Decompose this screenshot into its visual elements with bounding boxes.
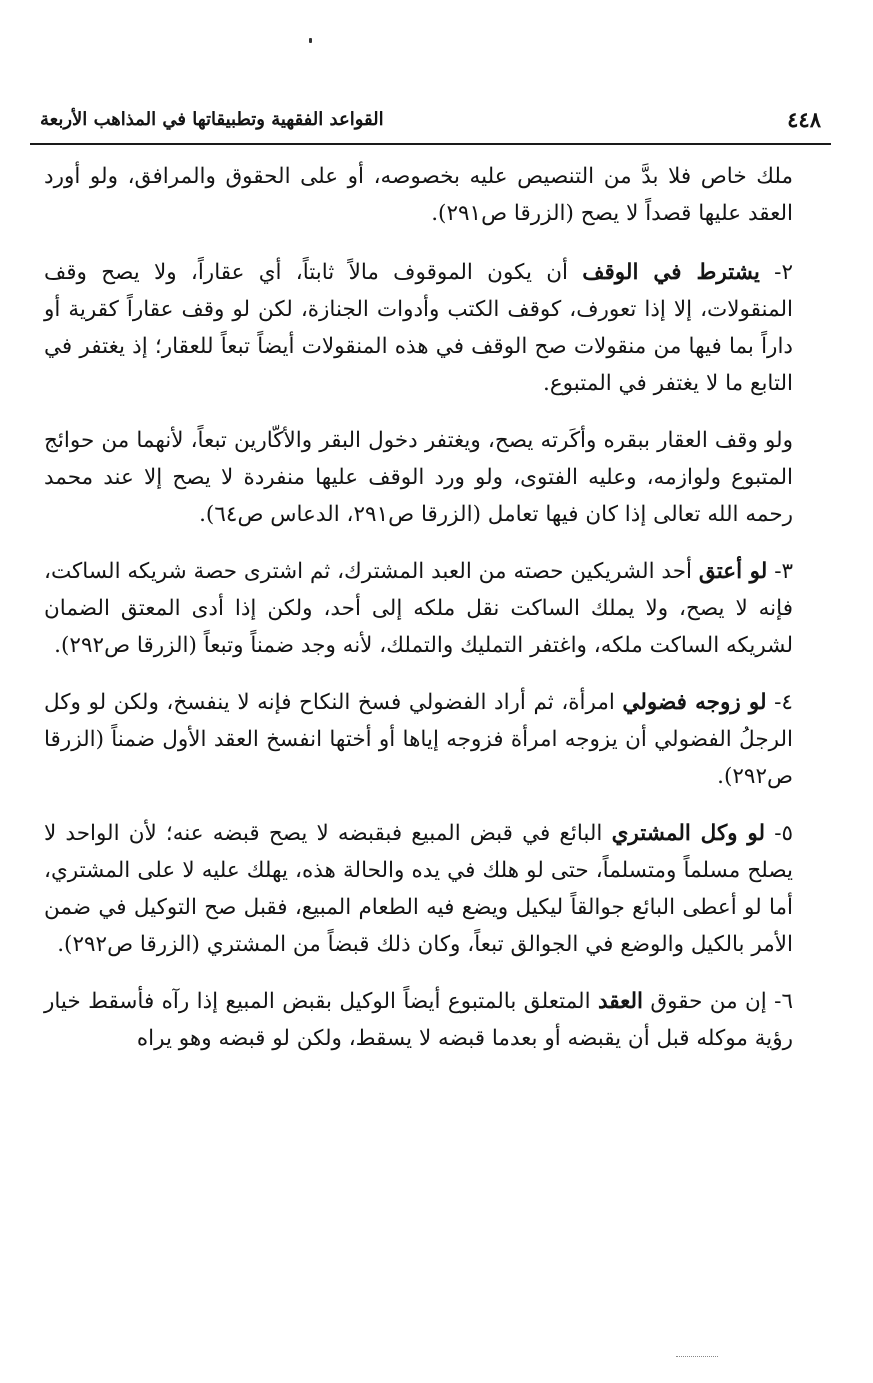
paragraph-text: امرأة، ثم أراد الفضولي فسخ النكاح فإنه لا ينفسخ، ولكن لو وكل الرجلُ الفضولي أن يزوجه امرأة فزوجه إياها أو أختها انفسخ العقد الأول ضمناً (الزرقا ص٢٩٢). [44,690,793,789]
paragraph-text-lead: إن من حقوق [650,989,767,1014]
paragraph-3 [44,422,793,533]
item-number: ٦- [774,989,793,1014]
paragraph-5 [44,684,793,795]
item-number: ٤- [774,690,793,715]
paragraph-text: أحد الشريكين حصته من العبد المشترك، ثم اشترى حصة شريكه الساكت، فإنه لا يصح، ولا يملك الساكت نقل ملكه إلى أحد، ولكن إذا أدى المعتق الضمان لشريكه الساكت ملكه، واغتفر التمليك والتملك، لأنه وجد ضمناً وتبعاً (الزرقا ص٢٩٢). [44,559,793,658]
item-keyword: العقد [597,989,644,1014]
paragraph-7 [44,983,793,1057]
paragraph-4 [44,553,793,664]
paragraph-2 [44,254,793,402]
item-number: ٥- [774,821,794,846]
scan-smudge [676,1356,718,1361]
item-keyword: يشترط في الوقف [582,260,760,285]
paragraph-text: المتعلق بالمتبوع أيضاً الوكيل بقبض المبيع إذا رآه فأسقط خيار رؤية موكله قبل أن يقبضه أو بعدما قبضه لا يسقط، ولكن لو قبضه وهو يراه [44,989,793,1051]
item-number: ٣- [774,559,794,584]
paragraph-1 [44,158,793,232]
header-rule [30,143,831,145]
scan-mark [309,38,312,43]
page-header [30,105,831,139]
running-title: القواعد الفقهية وتطبيقاتها في المذاهب الأربعة [40,109,384,130]
item-keyword: لو أعتق [698,559,768,584]
item-keyword: لو وكل المشتري [611,821,766,846]
paragraph-text: ملك خاص فلا بدَّ من التنصيص عليه بخصوصه، أو على الحقوق والمرافق، ولو أورد العقد عليها قصداً لا يصح (الزرقا ص٢٩١). [44,164,793,226]
paragraph-text: البائع في قبض المبيع فبقبضه لا يصح قبضه عنه؛ لأن الواحد لا يصلح مسلماً ومتسلماً، حتى لو هلك في يده والحالة هذه، يهلك عليه لا على المشتري، أما لو أعطى البائع جوالقاً ليكيل ويضع فيه الطعام المبيع، فقبل صح التوكيل في ضمن الأمر بالكيل والوضع في الجوالق تبعاً، وكان ذلك قبضاً من المشتري (الزرقا ص٢٩٢). [44,821,793,957]
page-body [44,158,793,1077]
item-keyword: لو زوجه فضولي [622,690,767,715]
paragraph-text: ولو وقف العقار ببقره وأكَرته يصح، ويغتفر دخول البقر والأكّارين تبعاً، لأنهما من حوائج المتبوع ولوازمه، وعليه الفتوى، ولو ورد الوقف عليها منفردة لا يصح إلا عند محمد رحمه الله تعالى إذا كان فيها تعامل (الزرقا ص٢٩١، الدعاس ص٦٤). [44,428,793,527]
paragraph-6 [44,815,793,963]
item-number: ٢- [774,260,793,285]
paragraph-text: أن يكون الموقوف مالاً ثابتاً، أي عقاراً، ولا يصح وقف المنقولات، إلا إذا تعورف، كوقف الكتب وأدوات الجنازة، لكن لو وقف عقاراً كقرية أو داراً بما فيها من منقولات صح الوقف في هذه المنقولات أيضاً تبعاً للعقار؛ إذ يغتفر في التابع ما لا يغتفر في المتبوع. [44,260,793,396]
page-number: ٤٤٨ [787,107,821,132]
